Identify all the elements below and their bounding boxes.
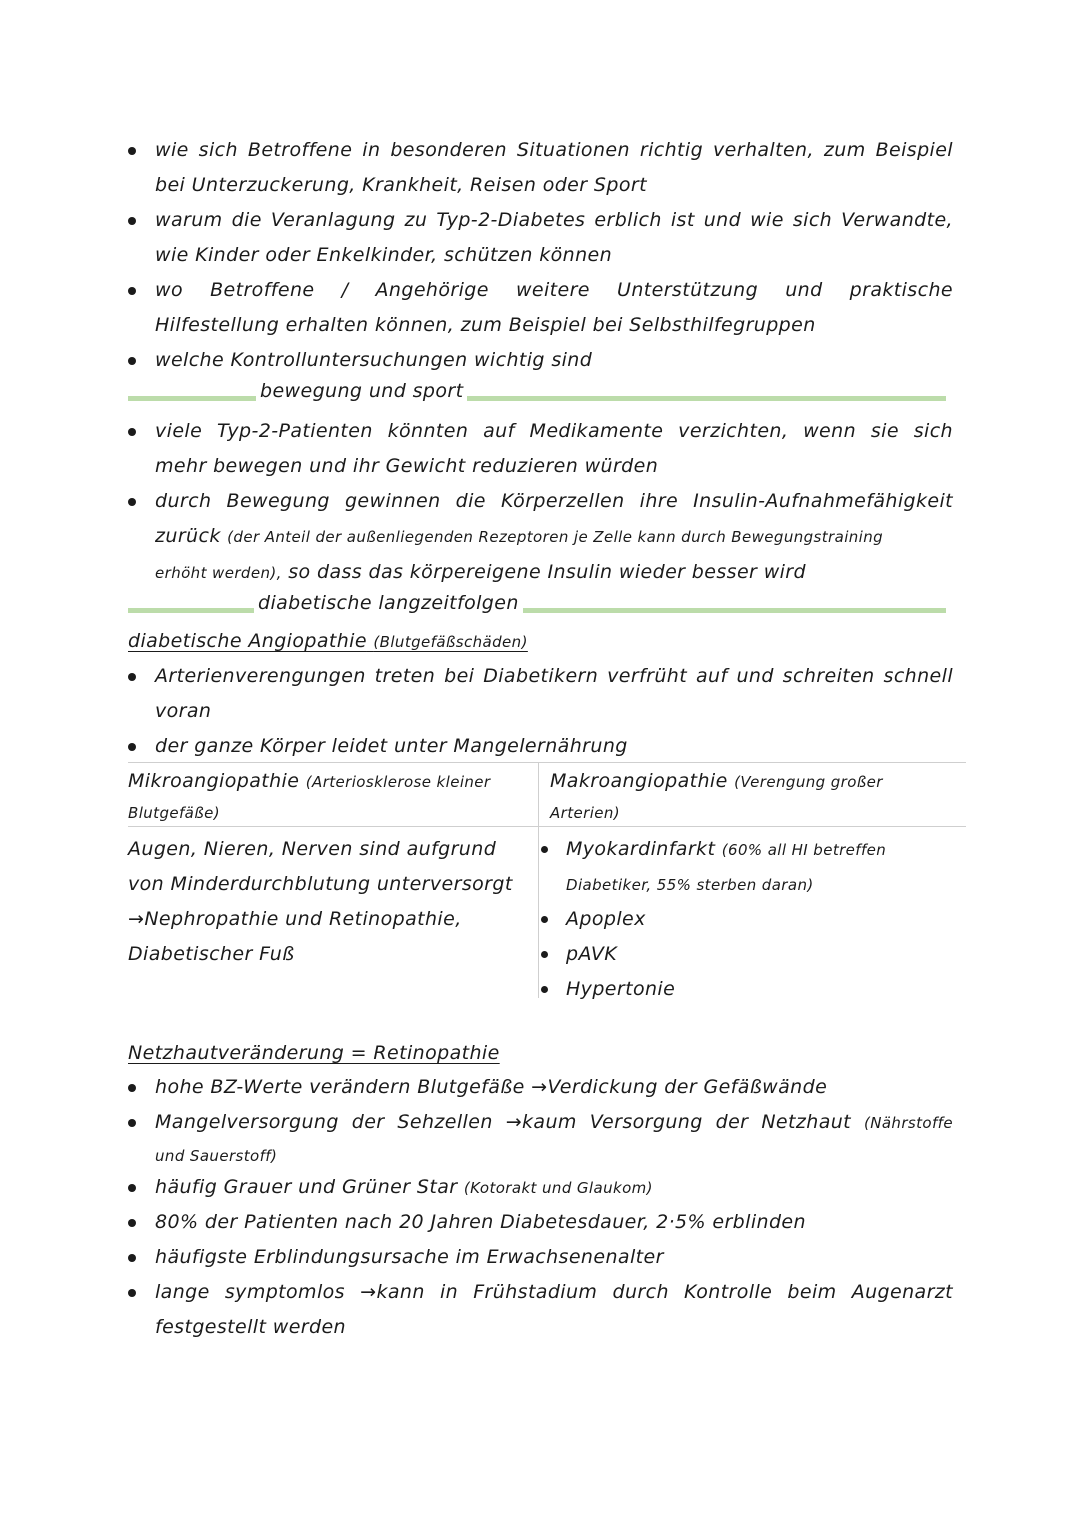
list-item-line: welche Kontrolluntersuchungen wichtig sind — [155, 349, 593, 371]
section-heading-retinopathie: Netzhautveränderung = Retinopathie — [128, 1042, 500, 1064]
bullet-dot — [128, 1184, 136, 1192]
bullet-dot — [128, 428, 136, 436]
list-item — [128, 1170, 953, 1206]
list-item-line: 80% der Patienten nach 20 Jahren Diabetesdauer, 2·5% erblinden — [155, 1211, 806, 1233]
section-title: bewegung und sport — [256, 374, 467, 408]
list-item — [538, 937, 958, 972]
table-cell-makro — [538, 832, 958, 1007]
list-item-text: Mangelversorgung der Sehzellen →kaum Versorgung der Netzhaut — [155, 1111, 852, 1133]
section-title: diabetische langzeitfolgen — [254, 586, 523, 620]
list-item-line: wo Betroffene / Angehörige weitere Unterstützung und praktische — [155, 279, 953, 301]
bullet-dot — [128, 498, 136, 506]
list-item-note: Diabetiker, 55% sterben daran) — [566, 876, 814, 894]
list-item-text: Myokardinfarkt — [566, 838, 716, 860]
heading-text: diabetische Angiopathie — [128, 630, 367, 652]
section-heading — [128, 624, 528, 659]
list-item-line: Hilfestellung erhalten können, zum Beispiel bei Selbsthilfegruppen — [155, 314, 816, 336]
list-item-note: (Kotorakt und Glaukom) — [463, 1179, 653, 1197]
header-note: Blutgefäße) — [128, 804, 220, 822]
table-header-makro — [550, 766, 960, 828]
cell-line: Augen, Nieren, Nerven sind aufgrund — [128, 838, 497, 860]
cell-line: von Minderdurchblutung unterversorgt — [128, 873, 513, 895]
bullet-dot — [128, 1254, 136, 1262]
list-item-line: der ganze Körper leidet unter Mangelernährung — [155, 735, 628, 757]
list-item-line: festgestellt werden — [155, 1316, 346, 1338]
bullet-dot — [128, 1219, 136, 1227]
bullet-dot — [541, 951, 548, 958]
divider-bar — [128, 396, 946, 401]
section-divider-bewegung — [128, 374, 946, 410]
cell-line: →Nephropathie und Retinopathie, — [128, 908, 462, 930]
list-item — [128, 659, 953, 729]
list-item-line: voran — [155, 700, 212, 722]
list-item-text: zurück — [155, 525, 221, 547]
list-item — [128, 414, 953, 484]
bullet-dot — [128, 287, 136, 295]
list-item-text: Hypertonie — [566, 978, 676, 1000]
list-item-text: so dass das körpereigene Insulin wieder besser wird — [288, 561, 806, 583]
bullet-dot — [128, 1084, 136, 1092]
bullet-dot — [541, 916, 548, 923]
list-item-line: viele Typ-2-Patienten könnten auf Medikamente verzichten, wenn sie sich — [155, 420, 953, 442]
header-note: Arterien) — [550, 804, 621, 822]
list-item — [128, 203, 953, 273]
list-item-note: erhöht werden), — [155, 564, 282, 582]
list-item-line: häufigste Erblindungsursache im Erwachsenenalter — [155, 1246, 664, 1268]
bullet-dot — [128, 217, 136, 225]
list-item — [538, 832, 958, 902]
list-item-line: durch Bewegung gewinnen die Körperzellen ihre Insulin-Aufnahmefähigkeit — [155, 490, 953, 512]
list-item-line — [155, 1105, 953, 1141]
header-text: Mikroangiopathie — [128, 770, 300, 792]
bullet-dot — [128, 147, 136, 155]
list-item — [128, 133, 953, 203]
list-item — [128, 343, 953, 378]
bullet-dot — [128, 743, 136, 751]
list-item-note: (Nährstoffe — [863, 1114, 953, 1132]
bullet-dot — [128, 1119, 136, 1127]
list-item — [128, 1240, 953, 1275]
heading-note: (Blutgefäßschäden) — [373, 633, 528, 651]
cell-line: Diabetischer Fuß — [128, 943, 295, 965]
table-header-mikro — [128, 766, 528, 828]
list-item — [128, 1205, 953, 1240]
table-cell-mikro — [128, 832, 528, 972]
list-item — [128, 1070, 953, 1105]
list-item-note: (der Anteil der außenliegenden Rezeptoren je Zelle kann durch Bewegungstraining — [227, 528, 884, 546]
list-item-line: mehr bewegen und ihr Gewicht reduzieren würden — [155, 455, 659, 477]
header-note: (Verengung großer — [734, 773, 883, 791]
list-item — [128, 729, 953, 764]
list-item — [538, 902, 958, 937]
list-item-line: hohe BZ-Werte verändern Blutgefäße →Verdickung der Gefäßwände — [155, 1076, 828, 1098]
list-item-text: pAVK — [566, 943, 618, 965]
header-text: Makroangiopathie — [550, 770, 728, 792]
list-item-note: und Sauerstoff) — [155, 1147, 278, 1165]
bullet-dot — [541, 846, 548, 853]
list-item — [128, 273, 953, 343]
list-item-line: bei Unterzuckerung, Krankheit, Reisen oder Sport — [155, 174, 647, 196]
divider-bar — [128, 608, 946, 613]
bullet-dot — [128, 1289, 136, 1297]
bullet-dot — [128, 673, 136, 681]
list-item-line: warum die Veranlagung zu Typ-2-Diabetes erblich ist und wie sich Verwandte, — [155, 209, 953, 231]
header-note: (Arteriosklerose kleiner — [305, 773, 491, 791]
list-item — [128, 1105, 953, 1171]
list-item-line: wie Kinder oder Enkelkinder, schützen können — [155, 244, 613, 266]
list-item-line — [155, 519, 953, 555]
list-item-line: wie sich Betroffene in besonderen Situationen richtig verhalten, zum Beispiel — [155, 139, 953, 161]
list-item — [538, 972, 958, 1007]
list-item-line: Arterienverengungen treten bei Diabetikern verfrüht auf und schreiten schnell — [155, 665, 953, 687]
angiopathie-table — [128, 762, 966, 998]
list-item-text: Apoplex — [566, 908, 646, 930]
bullet-dot — [541, 986, 548, 993]
list-item-note: (60% all HI betreffen — [721, 841, 887, 859]
list-item-line — [155, 1170, 953, 1206]
section-divider-langzeitfolgen — [128, 586, 946, 622]
bullet-dot — [128, 357, 136, 365]
list-item — [128, 1275, 953, 1345]
list-item-line: lange symptomlos →kann in Frühstadium durch Kontrolle beim Augenarzt — [155, 1281, 953, 1303]
list-item — [128, 484, 953, 591]
list-item-text: häufig Grauer und Grüner Star — [155, 1176, 458, 1198]
table-rule — [128, 762, 966, 763]
